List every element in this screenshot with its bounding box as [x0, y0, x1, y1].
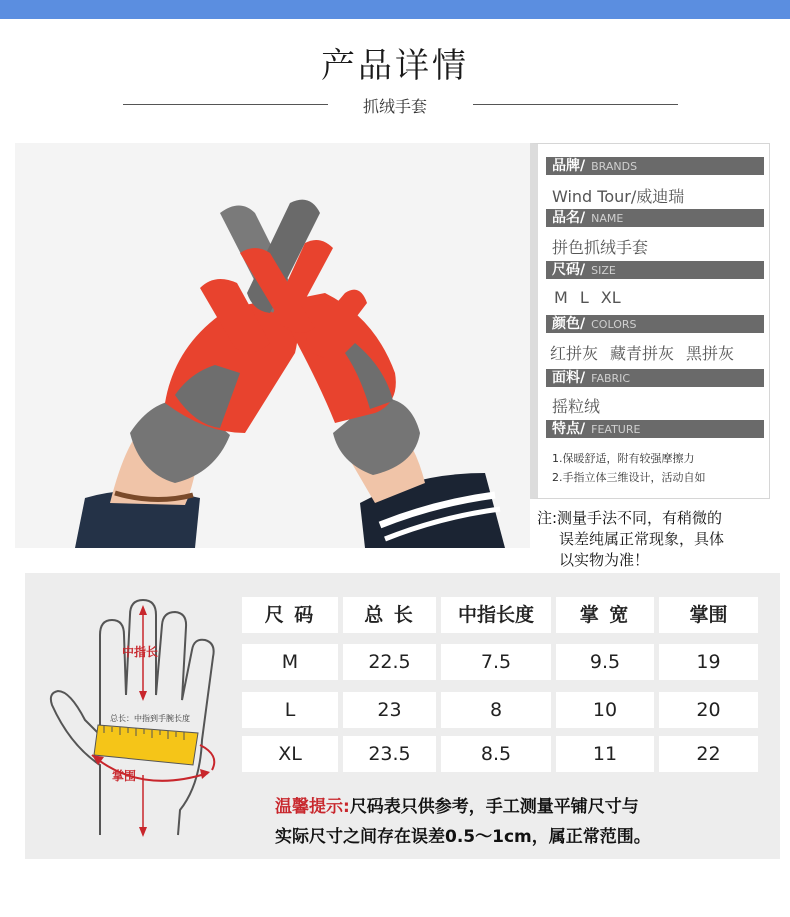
feature-label-en: FEATURE: [591, 423, 641, 436]
name-header: [546, 209, 764, 227]
size-value: XL: [600, 288, 621, 307]
size-tip-line1: [275, 792, 639, 817]
table-cell: L: [242, 692, 338, 728]
table-cell: 20: [659, 692, 758, 728]
table-cell: 22.5: [343, 644, 436, 680]
brand-label: 品牌/: [552, 158, 586, 174]
product-photo: [15, 143, 530, 548]
size-value: L: [579, 288, 589, 307]
feature-label: 特点/: [552, 421, 586, 437]
table-cell: XL: [242, 736, 338, 772]
color-value: 藏青拼灰: [610, 344, 675, 363]
colors-header: [546, 315, 764, 333]
size-values: [554, 288, 633, 307]
table-cell: 23.5: [343, 736, 436, 772]
brand-value: Wind Tour/威迪瑞: [552, 187, 685, 206]
size-header: [546, 261, 764, 279]
table-header-cell: 中指长度: [441, 597, 551, 633]
size-tip-line2: 实际尺寸之间存在误差0.5～1cm，属正常范围。: [275, 827, 651, 847]
table-cell: 22: [659, 736, 758, 772]
note-line: 误差纯属正常现象，具体: [559, 530, 725, 548]
note-line: 以实物为准！: [559, 551, 650, 569]
table-cell: 9.5: [556, 644, 654, 680]
feature-item: 1.保暖舒适，附有较强摩擦力: [552, 452, 695, 465]
colors-label-en: COLORS: [591, 318, 637, 331]
table-cell: 23: [343, 692, 436, 728]
page-subtitle: 抓绒手套: [362, 97, 427, 116]
table-cell: 7.5: [441, 644, 551, 680]
name-value: 拼色抓绒手套: [552, 238, 649, 257]
brand-header: [546, 157, 764, 175]
brand-label-en: BRANDS: [591, 160, 638, 173]
palm-circumference-label: 掌围: [112, 769, 137, 783]
spec-panel: [530, 143, 770, 499]
fabric-header: [546, 369, 764, 387]
color-values: [550, 341, 746, 364]
top-accent-bar: [0, 0, 790, 19]
fabric-label: 面料/: [552, 370, 586, 386]
measurement-note: [537, 508, 777, 571]
page-title: 产品详情: [321, 46, 469, 86]
note-line: 注:测量手法不同，有稍微的: [537, 509, 723, 527]
tip-label: 温馨提示:: [275, 797, 350, 817]
table-header-cell: 尺 码: [242, 597, 338, 633]
table-cell: 19: [659, 644, 758, 680]
feature-item: 2.手指立体三维设计，活动自如: [552, 471, 706, 484]
size-value: M: [554, 288, 568, 307]
name-label: 品名/: [552, 210, 586, 226]
color-value: 红拼灰: [550, 344, 599, 363]
table-cell: M: [242, 644, 338, 680]
table-cell: 8: [441, 692, 551, 728]
size-label-en: SIZE: [591, 264, 616, 277]
fabric-value: 摇粒绒: [552, 397, 601, 416]
fabric-label-en: FABRIC: [591, 372, 631, 385]
middle-finger-label: 中指长: [122, 645, 159, 659]
table-header-cell: 总 长: [343, 597, 436, 633]
tip-text: 尺码表只供参考，手工测量平铺尺寸与: [349, 797, 639, 817]
feature-header: [546, 420, 764, 438]
table-header-cell: 掌 宽: [556, 597, 654, 633]
table-header-cell: 掌围: [659, 597, 758, 633]
table-cell: 11: [556, 736, 654, 772]
total-length-label: 总长：中指到手腕长度: [110, 714, 190, 723]
color-value: 黑拼灰: [686, 344, 735, 363]
hand-measure-diagram: [30, 595, 230, 849]
colors-label: 颜色/: [552, 316, 586, 332]
name-label-en: NAME: [591, 212, 624, 225]
size-label: 尺码/: [552, 262, 586, 278]
table-cell: 10: [556, 692, 654, 728]
title-rule-right: [473, 104, 678, 105]
table-cell: 8.5: [441, 736, 551, 772]
